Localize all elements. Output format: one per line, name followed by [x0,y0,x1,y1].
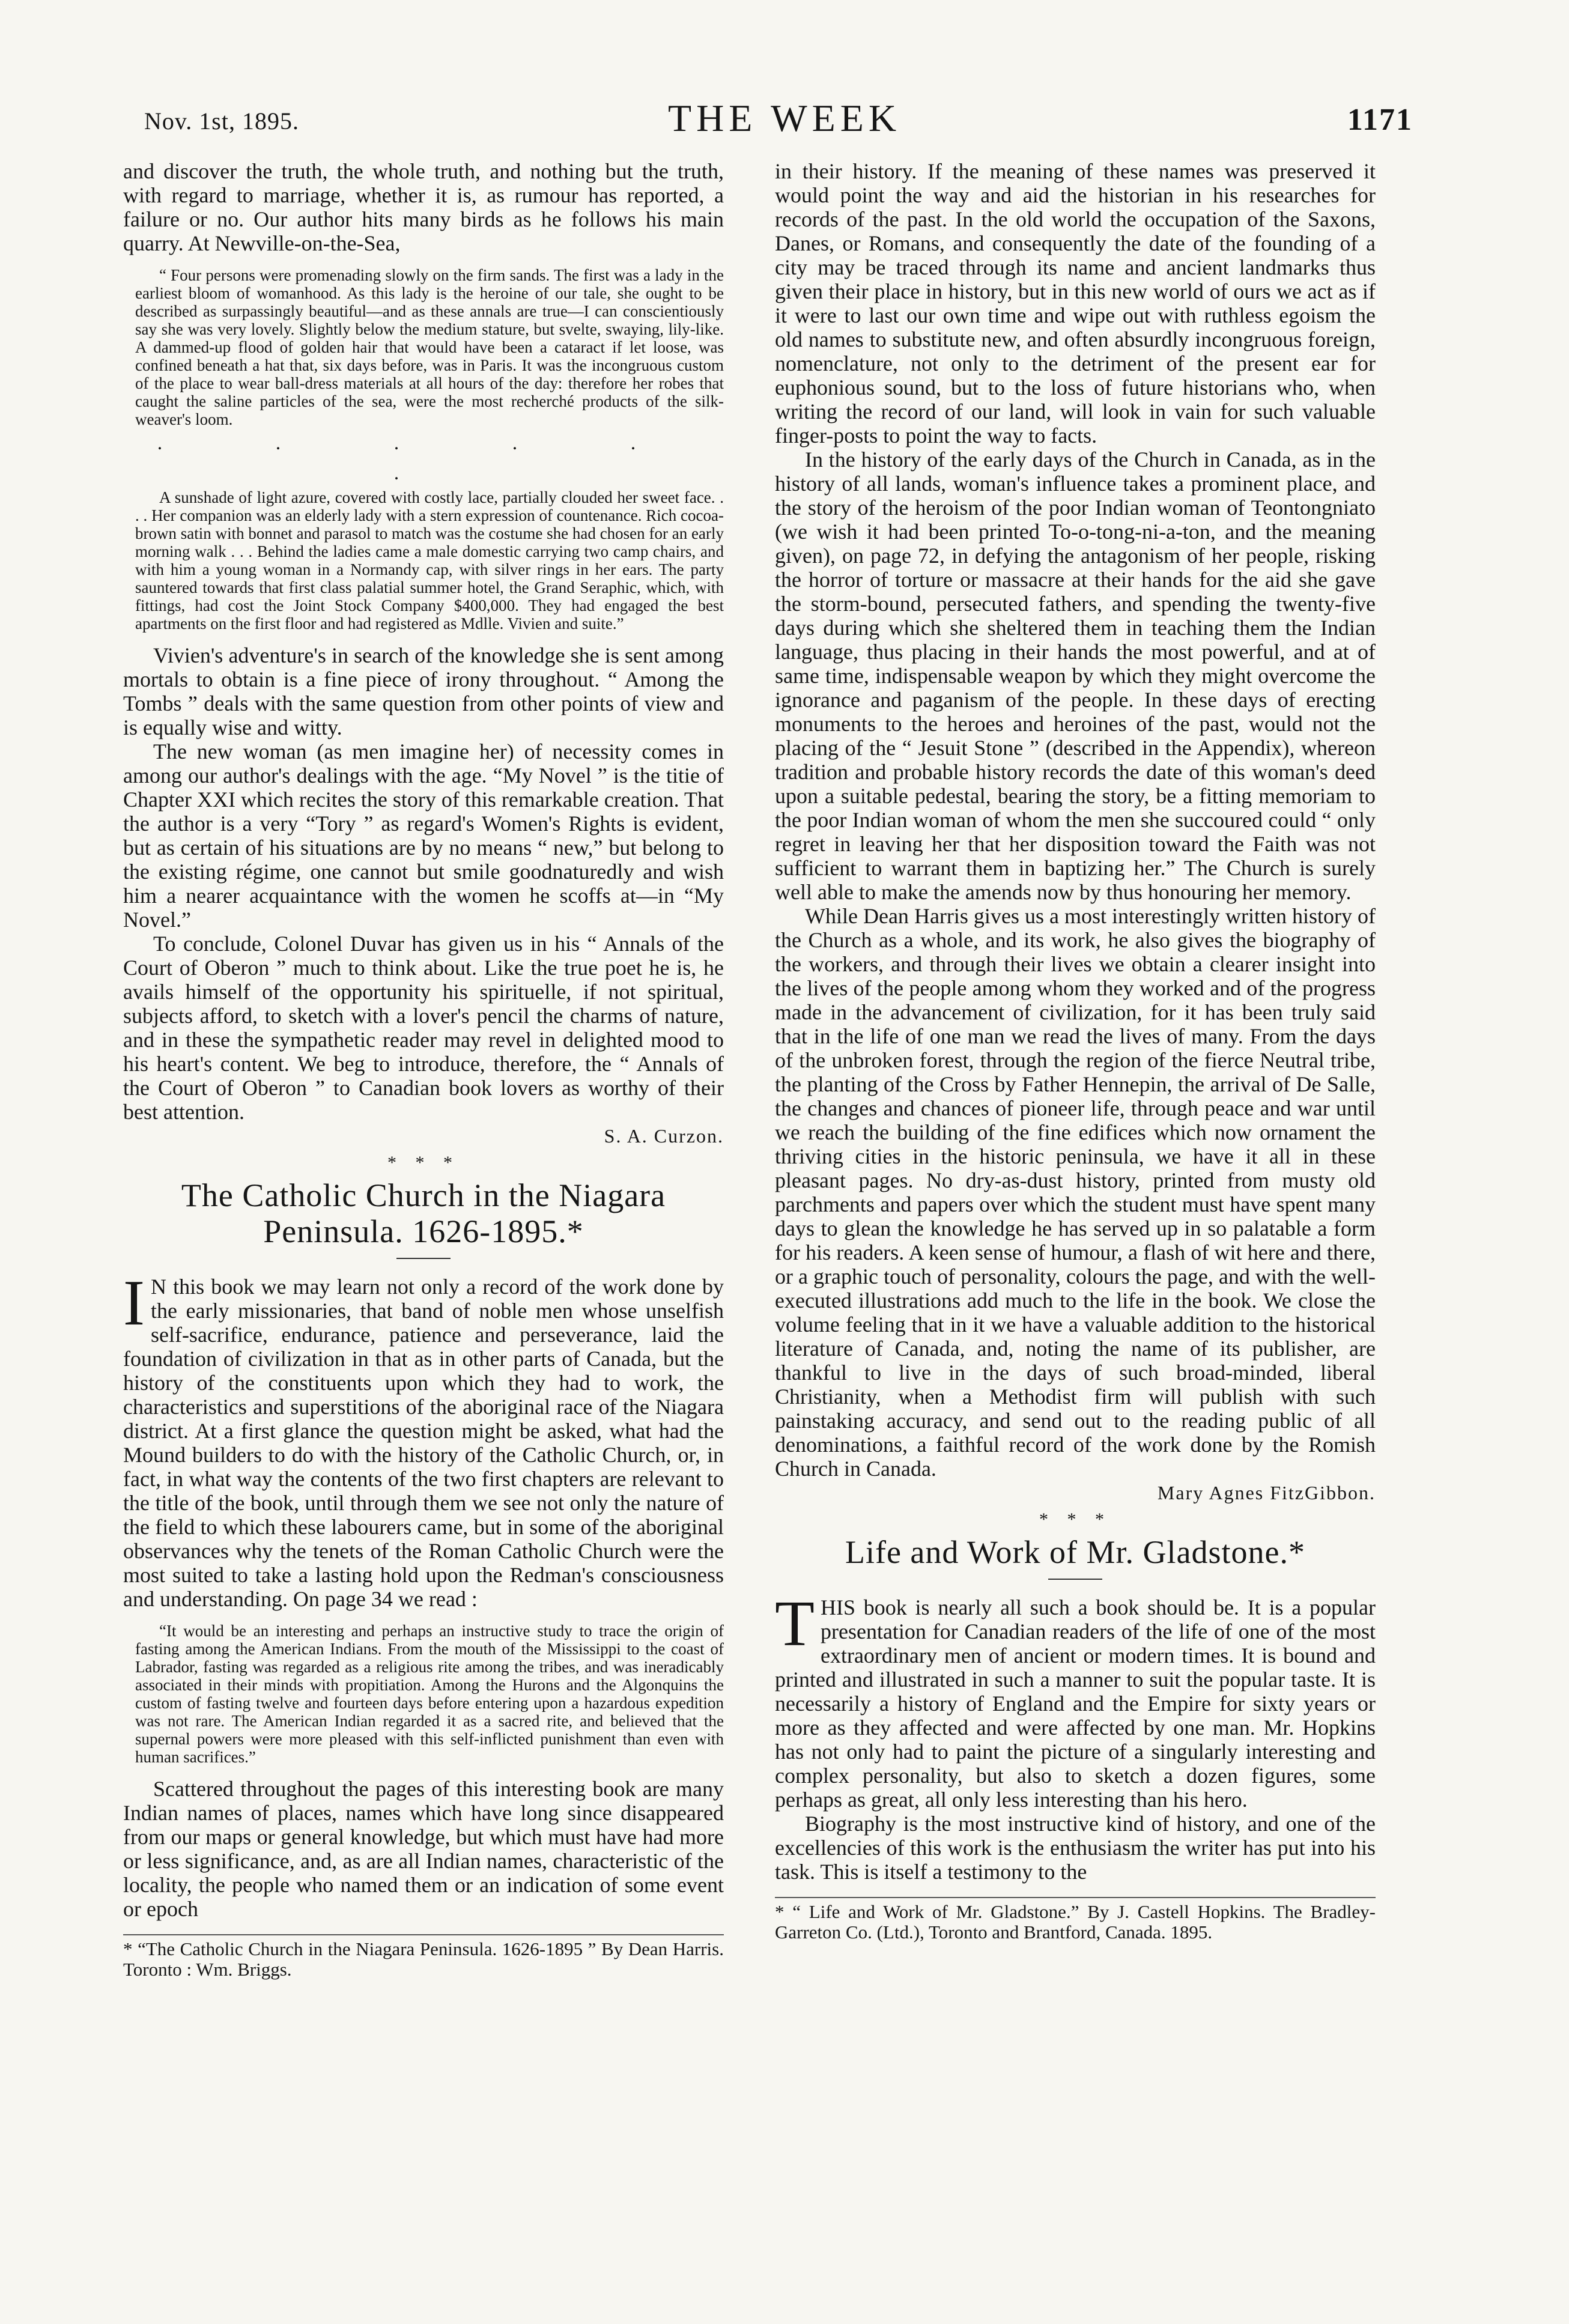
page-number: 1171 [1347,103,1413,137]
paragraph: The new woman (as men imagine her) of necessity comes in among our author's dealings with the age. “My Novel ” is the titie of Chapter XXI which recites the story of this remarkable creation. That the author is a very “Tory ” as regard's Women's Rights is evident, but as certain of his situations are by no means “ new,” but belong to the existing régime, one cannot but smile goodnaturedly and wish him a nearer acquaintance with the women he scoffs at—in “My Novel.” [123,739,724,932]
author-signature: Mary Agnes FitzGibbon. [1157,1482,1376,1503]
article-title: The Catholic Church in the Niagara Peninsula. 1626-1895.* [181,1177,666,1249]
author-signature: S. A. Curzon. [604,1125,724,1147]
block-quote: “It would be an interesting and perhaps an instructive study to trace the origin of fasting among the American Indians. From the mouth of the Mississippi to the coast of Labrador, fasting was regarded as a religious rite among the tribes, and was ineradicably associated in their minds with propitiation. Among the Hurons and the Algonquins the custom of fasting twelve and fourteen days before entering upon a hazardous expedition was not rare. The American Indian regarded it as a sacred rite, and believed that the supernal powers were more pleased with this self-inflicted punishment than even with human sacrifices.” [135,1622,724,1766]
paragraph: While Dean Harris gives us a most interestingly written history of the Church as a whole, and its work, he also gives the biography of the workers, and through their lives we obtain a clearer insight into the lives of the people among whom they worked and of the progress made in the advancement of civilization, for it has been truly said that in the life of one man we read the lives of many. From the days of the unbroken forest, through the region of the fierce Neutral tribe, the planting of the Cross by Father Hennepin, the arrival of De Salle, the changes and chances of pioneer life, through peace and war until we reach the building of the fine edifices which now ornament the thriving cities in the historic peninsula, we have it all in these pleasant pages. No dry-as-dust history, printed from musty old parchments and papers over which the student must have spent many days to glean the knowledge he has served up in so palatable a form for his readers. A keen sense of humour, a flash of wit here and there, or a graphic touch of personality, colours the page, and with the well-executed illustrations add much to the life in the book. We close the volume feeling that in it we have a valuable addition to the historical literature of Canada, and, noting the name of its publisher, are thankful to live in the days of such broad-minded, liberal Christianity, when a Methodist firm will publish with such painstaking accuracy, and send out to the reading public of all denominations, a faithful record of the work done by the Romish Church in Canada. [775,904,1376,1481]
paragraph-text: N this book we may learn not only a record of the work done by the early missionaries, that band of noble men whose unselfish self-sacrifice, endurance, patience and perseverance, laid the foundation of civilization in that as in other parts of Canada, but the history of the constituents upon which they had to work, the characteristics and superstitions of the aboriginal race of the Niagara district. At a first glance the question might be asked, what had the Mound builders to do with the history of the Catholic Church, or, in fact, in what way the contents of the two first chapters are relevant to the title of the book, until through them we see not only the nature of the field to which these labourers came, but in some of the aboriginal observances why the tenets of the Roman Catholic Church were the most suited to take a lasting hold upon the Redman's consciousness and understanding. On page 34 we read : [123,1275,724,1611]
section-divider: * * * [1039,1509,1111,1529]
paragraph [123,1267,724,1611]
paragraph: To conclude, Colonel Duvar has given us in his “ Annals of the Court of Oberon ” much to think about. Like the true poet he is, he avails himself of the opportunity his spirituelle, if not spiritual, subjects afford, to sketch with a lover's pencil the charms of nature, and in these the sympathetic reader may revel in delighted mood to his heart's content. We beg to introduce, therefore, the “ Annals of the Court of Oberon ” to Canadian book lovers as worthy of their best attention. [123,932,724,1124]
drop-cap: I [123,1267,145,1339]
block-quote: A sunshade of light azure, covered with costly lace, partially clouded her sweet face. . . . Her companion was an elderly lady with a stern expression of countenance. Rich cocoa-brown satin with bonnet and parasol to match was the costume she had chosen for an early morning walk . . . Behind the ladies came a male domestic carrying two camp chairs, and with him a young woman in a Normandy cap, with silver rings in her ears. The party sauntered towards that first class palatial summer hotel, the Grand Seraphic, which, with fittings, had cost the Joint Stock Company $400,000. They had engaged the best apartments on the first floor and had registered as Mdlle. Vivien and suite.” [135,488,724,633]
title-rule [396,1258,451,1259]
page-header [0,96,1569,150]
masthead-title: THE WEEK [667,97,902,139]
drop-cap: T [775,1588,815,1660]
issue-date: Nov. 1st, 1895. [144,108,299,135]
paragraph: In the history of the early days of the Church in Canada, as in the history of all lands, woman's influence takes a prominent place, and the story of the heroism of the poor Indian woman of Teontongniato (we wish it had been printed To-o-tong-ni-a-ton, and the meaning given), on page 72, in defying the antagonism of her people, risking the horror of torture or massacre at their hands for the aid she gave the storm-bound, persecuted fathers, and spending the twenty-five days during which she sheltered them in teaching them the Indian language, thus placing in their hands the most powerful, and at of same time, indispensable weapon by which they might overcome the ignorance and paganism of the people. In these days of erecting monuments to the heroes and heroines of the past, would not the placing of the “ Jesuit Stone ” (described in the Appendix), whereon tradition and probable history records the date of this woman's deed upon a suitable pedestal, bearing the story, be a fitting memoriam to the poor Indian woman of whom the men she succoured could “ only regret in leaving her that her disposition toward the Faith was not sufficient to warrant them in baptizing her.” The Church is surely well able to make the amends now by thus honouring her memory. [775,448,1376,904]
paragraph [775,1588,1376,1812]
title-rule [1048,1579,1102,1580]
paragraph: in their history. If the meaning of these names was preserved it would point the way and aid the historian in his researches for records of the past. In the old world the occupation of the Saxons, Danes, or Romans, and consequently the date of the founding of a city may be traced through its name and ancient landmarks thus given their place in history, but in this new world of ours we act as if it were to last our own time and wipe out with ruthless egoism the old names to substitute new, and often absurdly incongruous foreign, nomenclature, not only to the detriment of the present ear for euphonious sound, but to the loss of future historians who, when writing the record of our land, will look in vain for such valuable finger-posts to point the way to facts. [775,159,1376,448]
paragraph: Vivien's adventure's in search of the knowledge she is sent among mortals to obtain is a fine piece of irony throughout. “ Among the Tombs ” deals with the same question from other points of view and is equally wise and witty. [123,643,724,739]
article-title: Life and Work of Mr. Gladstone.* [845,1534,1305,1570]
section-divider: * * * [387,1153,460,1173]
footnote-rule [123,1934,724,1935]
footnote-rule [775,1897,1376,1898]
paragraph: Scattered throughout the pages of this interesting book are many Indian names of places, names which have long since disappeared from our maps or general knowledge, but which must have had more or less significance, and, as are all Indian names, characteristic of the locality, the people who named them or an indication of some event or epoch [123,1777,724,1921]
paragraph-text: HIS book is nearly all such a book should be. It is a popular presentation for Canadian readers of the life of one of the most extraordinary men of ancient or modern times. It is bound and printed and illustrated in such a manner to suit the popular taste. It is necessarily a history of England and the Empire for sixty years or more as they affected and were affected by one man. Mr. Hopkins has not only had to paint the picture of a singularly interesting and complex personality, but also to sketch a dozen figures, some perhaps as great, all only less interesting than his hero. [775,1595,1376,1812]
paragraph: Biography is the most instructive kind of history, and one of the excellencies of this work is the enthusiasm the writer has put into his task. This is itself a testimony to the [775,1812,1376,1884]
footnote: * “The Catholic Church in the Niagara Peninsula. 1626-1895 ” By Dean Harris. Toronto : Wm. Briggs. [123,1938,724,1980]
left-column [123,159,724,1980]
right-column [775,159,1376,1943]
paragraph: and discover the truth, the whole truth, and nothing but the truth, with regard to marriage, whether it is, as rumour has reported, a failure or no. Our author hits many birds as he follows his main quarry. At Newville-on-the-Sea, [123,159,724,255]
footnote: * “ Life and Work of Mr. Gladstone.” By J. Castell Hopkins. The Bradley-Garreton Co. (Ltd.), Toronto and Brantford, Canada. 1895. [775,1901,1376,1943]
ellipsis-row: . . . . . . [157,432,690,484]
block-quote: “ Four persons were promenading slowly on the firm sands. The first was a lady in the earliest bloom of womanhood. As this lady is the heroine of our tale, she ought to be described as surpassingly beautiful—and as these annals are true—I can conscientiously say she was very lovely. Slightly below the medium stature, but svelte, swaying, lily-like. A dammed-up flood of golden hair that would have been a cataract if let loose, was confined beneath a hat that, six days before, was in Paris. It was the incongruous custom of the place to wear ball-dress materials at all hours of the day: therefore her robes that caught the saline particles of the sea, were the most recherché products of the silk-weaver's loom. [135,266,724,428]
